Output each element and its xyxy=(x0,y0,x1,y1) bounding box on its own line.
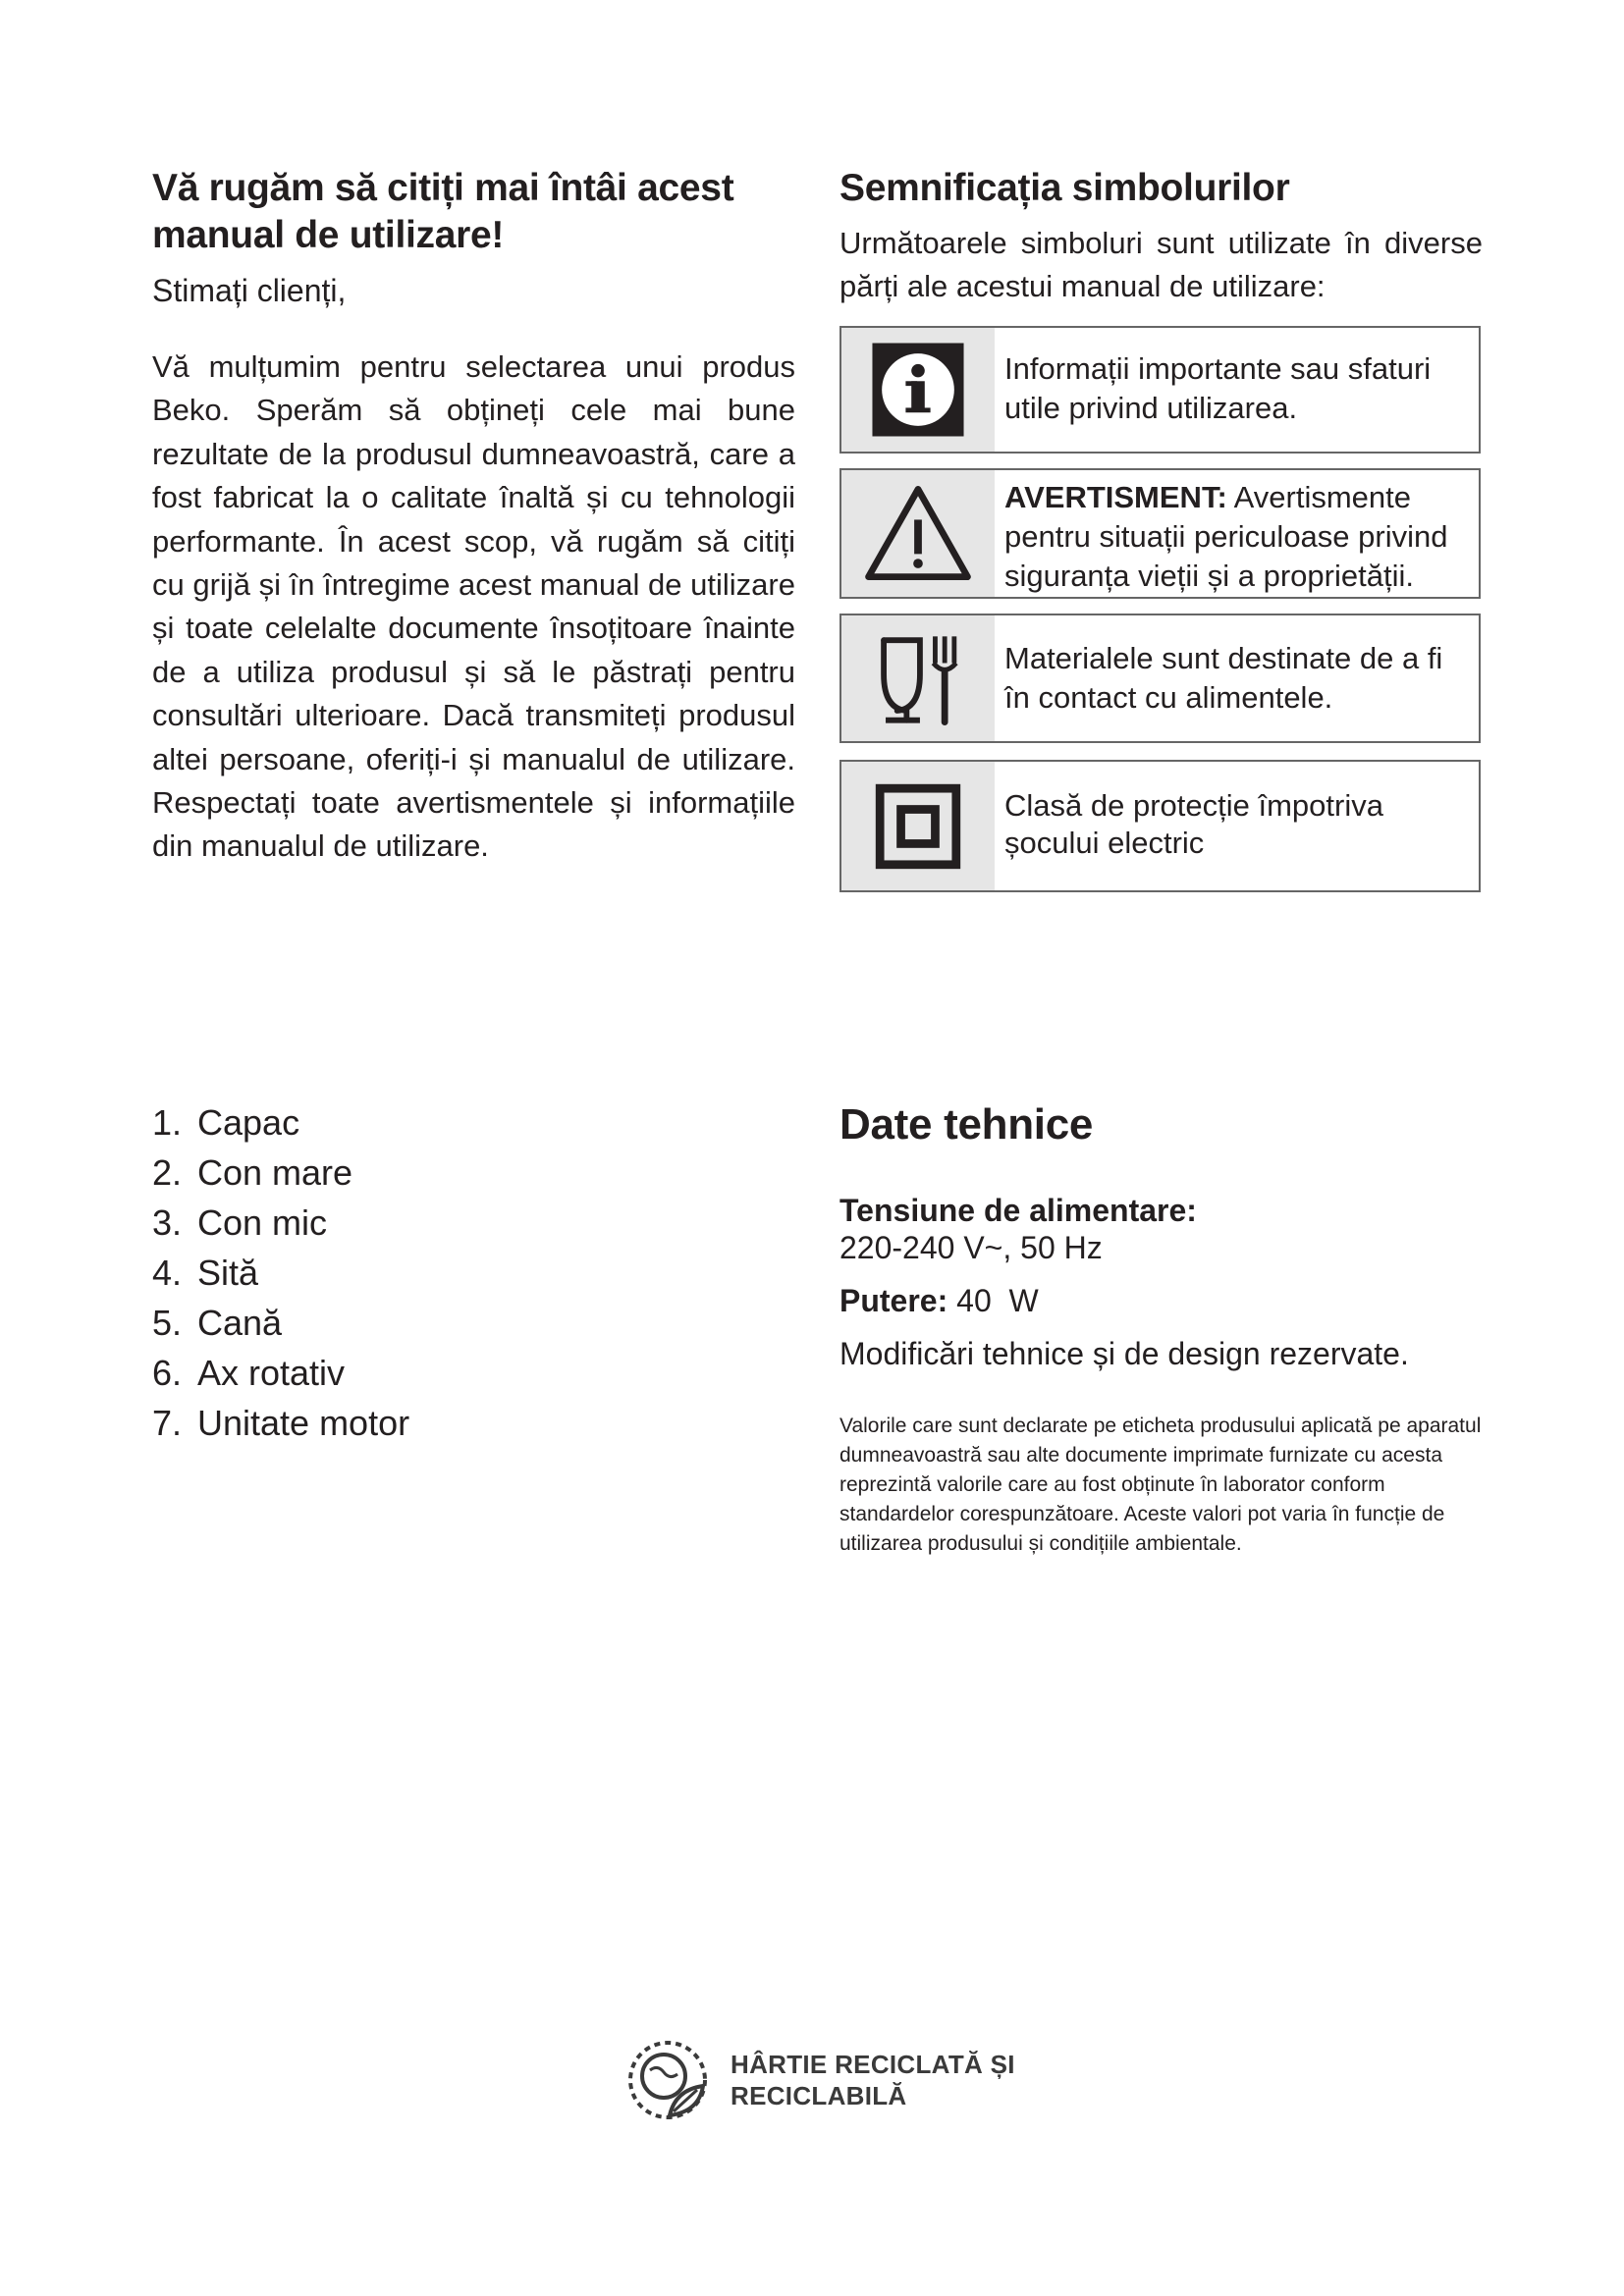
info-icon xyxy=(841,328,995,452)
voltage-label: Tensiune de alimentare: xyxy=(839,1193,1197,1228)
symbol-text-body: Materialele sunt destinate de a fi în contact cu alimentele. xyxy=(1004,641,1443,715)
recycle-text: HÂRTIE RECICLATĂ ȘI RECICLABILĂ xyxy=(731,2050,1015,2110)
tech-title: Date tehnice xyxy=(839,1100,1094,1148)
recycled-paper-icon xyxy=(621,2029,719,2127)
power-label: Putere: xyxy=(839,1283,948,1318)
list-item: 7. Unitate motor xyxy=(152,1403,410,1443)
voltage-value: 220-240 V~, 50 Hz xyxy=(839,1230,1103,1265)
symbols-title: Semnificația simbolurilor xyxy=(839,167,1290,209)
symbol-row-info xyxy=(839,326,1481,454)
symbol-text xyxy=(1004,478,1469,596)
parts-list xyxy=(152,1097,409,1448)
symbols-section xyxy=(839,165,1483,308)
list-item: 1. Capac xyxy=(152,1102,300,1143)
list-item: 5. Cană xyxy=(152,1303,283,1343)
intro-paragraph: Vă mulțumim pentru selectarea unui produs Beko. Sperăm să obțineți cele mai bune rezultate de la produsul dumneavoastră, care a fost fabricat la o calitate înaltă și cu tehnologii performante. În acest scop, vă rugăm să citiți cu grijă și în întregime acest manual de utilizare și toate celelalte documente însoțitoare înainte de a utiliza produsul și să le păstrați pentru consultări ulterioare. Dacă transmiteți produsul altei persoane, oferiți-i și manualul de utilizare. Respectați toate avertismentele și informațiile din manualul de utilizare. xyxy=(152,349,795,864)
symbols-intro: Următoarele simboluri sunt utilizate în diverse părți ale acestui manual de utilizare: xyxy=(839,226,1483,303)
symbol-text xyxy=(1004,639,1469,718)
power-row xyxy=(839,1282,1483,1319)
food-contact-icon xyxy=(841,615,995,741)
symbol-text-body: Clasă de protecție împotriva șocului electric xyxy=(1004,788,1383,860)
warning-icon xyxy=(841,470,995,597)
list-item: 6. Ax rotativ xyxy=(152,1353,346,1393)
symbol-text xyxy=(1004,787,1469,862)
changes-note: Modificări tehnice și de design rezervate. xyxy=(839,1336,1409,1371)
page-title: Vă rugăm să citiți mai întâi acest manual de utilizare! xyxy=(152,167,734,256)
intro-section xyxy=(152,165,795,869)
list-item: 4. Sită xyxy=(152,1253,259,1293)
symbol-row-warning xyxy=(839,468,1481,599)
symbol-row-food-contact xyxy=(839,614,1481,743)
power-value: 40 W xyxy=(956,1283,1039,1318)
list-item: 3. Con mic xyxy=(152,1202,328,1243)
double-insulation-icon xyxy=(841,762,995,890)
symbol-row-protection-class xyxy=(839,760,1481,892)
tech-data-section xyxy=(839,1097,1483,1559)
values-disclaimer: Valorile care sunt declarate pe eticheta produsului aplicată pe aparatul dumneavoastră sau alte documente imprimate furnizate cu acesta reprezintă valorile care au fost obținute în laborator conform standardelor corespunzătoare. Aceste valori pot varia în funcție de utilizarea produsului și condițiile ambientale. xyxy=(839,1415,1482,1555)
recycle-logo xyxy=(621,2029,1033,2137)
symbol-text-body: Informații importante sau sfaturi utile privind utilizarea. xyxy=(1004,351,1432,425)
greeting: Stimați clienți, xyxy=(152,273,347,308)
symbol-text xyxy=(1004,349,1469,428)
warning-label: AVERTISMENT: xyxy=(1004,480,1227,514)
symbol-text-body: Avertismente pentru situații periculoase privind siguranța vieții și a proprietății. xyxy=(1004,480,1448,593)
list-item: 2. Con mare xyxy=(152,1152,353,1193)
